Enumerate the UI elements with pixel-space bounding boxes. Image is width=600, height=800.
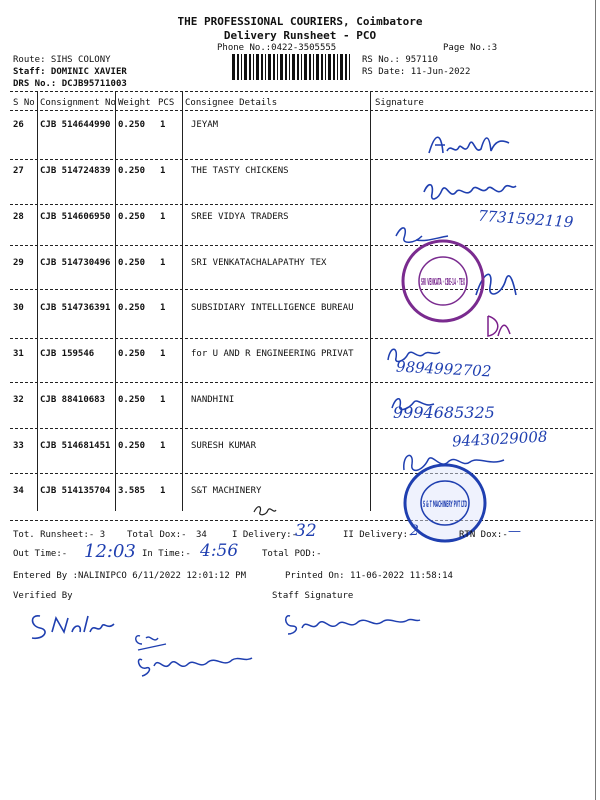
row-consignment: CJB 514730496 (40, 258, 111, 268)
row-rule (10, 382, 593, 383)
col-divider (370, 91, 371, 511)
col-divider (115, 91, 116, 511)
signature-27 (420, 176, 520, 206)
sheet-title: Delivery Runsheet - PCO (223, 29, 377, 42)
row-sno: 26 (13, 120, 24, 130)
col-signature: Signature (375, 98, 424, 108)
row-weight: 0.250 (118, 166, 146, 176)
row-consignee: SURESH KUMAR (191, 441, 257, 451)
row-pcs: 1 (160, 166, 166, 176)
row-consignment: CJB 514724839 (40, 166, 111, 176)
barcode-bar (241, 54, 242, 80)
row-weight: 0.250 (118, 120, 146, 130)
header-rule-bottom (10, 110, 593, 111)
row-weight: 0.250 (118, 212, 146, 222)
row-consignee: for U AND R ENGINEERING PRIVAT (191, 349, 354, 359)
row-pcs: 1 (160, 258, 166, 268)
col-divider (182, 91, 183, 511)
barcode-bar (268, 54, 271, 80)
row-consignment: CJB 514135704 (40, 486, 111, 496)
row-consignment: CJB 159546 (40, 349, 95, 359)
barcode-bar (340, 54, 343, 80)
barcode-bar (345, 54, 347, 80)
rtn-dox-label: RTN Dox:- (459, 530, 508, 540)
row-consignment: CJB 514681451 (40, 441, 111, 451)
row-pcs: 1 (160, 395, 166, 405)
row-pcs: 1 (160, 120, 166, 130)
verified-by-signature (28, 608, 118, 642)
handwritten-phone-32: 9994685325 (393, 403, 495, 422)
row-weight: 3.585 (118, 486, 146, 496)
row-weight: 0.250 (118, 395, 146, 405)
barcode-bar (337, 54, 338, 80)
row-consignment: CJB 514606950 (40, 212, 111, 222)
row-pcs: 1 (160, 349, 166, 359)
barcode-bar (249, 54, 251, 80)
row-sno: 29 (13, 258, 24, 268)
out-time-value: 12:03 (84, 541, 136, 562)
barcode-bar (256, 54, 259, 80)
phone-number: Phone No.:0422-3505555 (217, 43, 337, 53)
col-consignee: Consignee Details (185, 98, 278, 108)
barcode-bar (333, 54, 335, 80)
row-pcs: 1 (160, 303, 166, 313)
row-weight: 0.250 (118, 441, 146, 451)
handwritten-phone-33: 9443029008 (451, 427, 548, 451)
verified-by-label: Verified By (13, 591, 73, 601)
barcode-bar (301, 54, 302, 80)
row-sno: 30 (13, 303, 24, 313)
barcode-bar (285, 54, 287, 80)
barcode-bar (349, 54, 350, 80)
row-consignee: SRI VENKATACHALAPATHY TEX (191, 258, 327, 268)
row-sno: 34 (13, 486, 24, 496)
barcode-bar (328, 54, 331, 80)
row-consignment: CJB 88410683 (40, 395, 106, 405)
row-consignment: CJB 514736391 (40, 303, 111, 313)
col-divider (37, 91, 38, 511)
barcode-bar (232, 54, 235, 80)
company-title: THE PROFESSIONAL COURIERS, Coimbatore (177, 15, 423, 28)
barcode-bar (321, 54, 323, 80)
col-pcs: PCS (158, 98, 175, 108)
row-consignee: NANDHINI (191, 395, 235, 405)
barcode-bar (253, 54, 254, 80)
total-dox-label: Total Dox:- (127, 530, 187, 540)
barcode-bar (304, 54, 307, 80)
barcode-bar (277, 54, 278, 80)
page-number: Page No.:3 (443, 43, 498, 53)
barcode-bar (265, 54, 266, 80)
entered-by: Entered By :NALINIPCO 6/11/2022 12:01:12 PM (13, 571, 246, 581)
barcode-bar (237, 54, 239, 80)
total-pod-label: Total POD:- (262, 549, 322, 559)
col-consignment: Consignment No (40, 98, 116, 108)
barcode (232, 54, 354, 80)
staff-signature (282, 608, 422, 638)
signature-26 (425, 125, 515, 165)
row-consignee: SUBSIDIARY INTELLIGENCE BUREAU (191, 303, 354, 313)
ii-delivery-label: II Delivery:- (343, 530, 414, 540)
row-weight: 0.250 (118, 258, 146, 268)
venkata-stamp-text: SRI VENKATA · CBE-14 · TEX (421, 277, 466, 288)
row-consignee: S&T MACHINERY (191, 486, 262, 496)
signature-34 (252, 502, 278, 518)
out-time-label: Out Time:- (13, 549, 68, 559)
i-delivery-label: I Delivery:- (232, 530, 298, 540)
row-consignment: CJB 514644990 (40, 120, 111, 130)
i-delivery-value: 32 (295, 521, 317, 541)
barcode-bar (297, 54, 299, 80)
row-consignee: JEYAM (191, 120, 219, 130)
row-sno: 28 (13, 212, 24, 222)
barcode-bar (273, 54, 275, 80)
row-sno: 33 (13, 441, 24, 451)
drs-number: DRS No.: DCJB95711003 (13, 79, 127, 89)
header-rule-top (10, 91, 593, 92)
row-sno: 31 (13, 349, 24, 359)
staff-name: Staff: DOMINIC XAVIER (13, 67, 127, 77)
handwritten-phone-28: 7731592119 (477, 206, 574, 232)
row-weight: 0.250 (118, 349, 146, 359)
barcode-bar (313, 54, 314, 80)
barcode-bar (244, 54, 247, 80)
manager-signature (128, 630, 258, 680)
signature-30 (484, 312, 514, 340)
barcode-bar (309, 54, 311, 80)
route: Route: SIHS COLONY (13, 55, 111, 65)
barcode-bar (289, 54, 290, 80)
row-weight: 0.250 (118, 303, 146, 313)
row-pcs: 1 (160, 486, 166, 496)
company-stamp-venkata (398, 236, 488, 326)
in-time-label: In Time:- (142, 549, 191, 559)
row-pcs: 1 (160, 441, 166, 451)
barcode-bar (325, 54, 326, 80)
page-edge (595, 0, 596, 800)
row-sno: 27 (13, 166, 24, 176)
handwritten-phone-31: 9894992702 (395, 357, 492, 381)
barcode-bar (280, 54, 283, 80)
row-sno: 32 (13, 395, 24, 405)
row-consignee: SREE VIDYA TRADERS (191, 212, 289, 222)
staff-signature-label: Staff Signature (272, 591, 354, 601)
rs-date: RS Date: 11-Jun-2022 (362, 67, 471, 77)
barcode-bar (292, 54, 295, 80)
col-weight: Weight (118, 98, 151, 108)
row-rule (10, 245, 593, 246)
row-consignee: THE TASTY CHICKENS (191, 166, 289, 176)
ii-delivery-value: 2 (410, 523, 419, 539)
col-sno: S No (13, 98, 35, 108)
total-dox-value: 34 (196, 530, 207, 540)
in-time-value: 4:56 (200, 541, 239, 561)
rs-number: RS No.: 957110 (362, 55, 438, 65)
rtn-dox-value: — (508, 524, 521, 539)
machinery-stamp-text: S & T MACHINERY PVT LTD (423, 500, 467, 510)
barcode-bar (261, 54, 263, 80)
row-pcs: 1 (160, 212, 166, 222)
barcode-bar (316, 54, 319, 80)
tot-runsheet: Tot. Runsheet:- 3 (13, 530, 106, 540)
printed-on: Printed On: 11-06-2022 11:58:14 (285, 571, 453, 581)
